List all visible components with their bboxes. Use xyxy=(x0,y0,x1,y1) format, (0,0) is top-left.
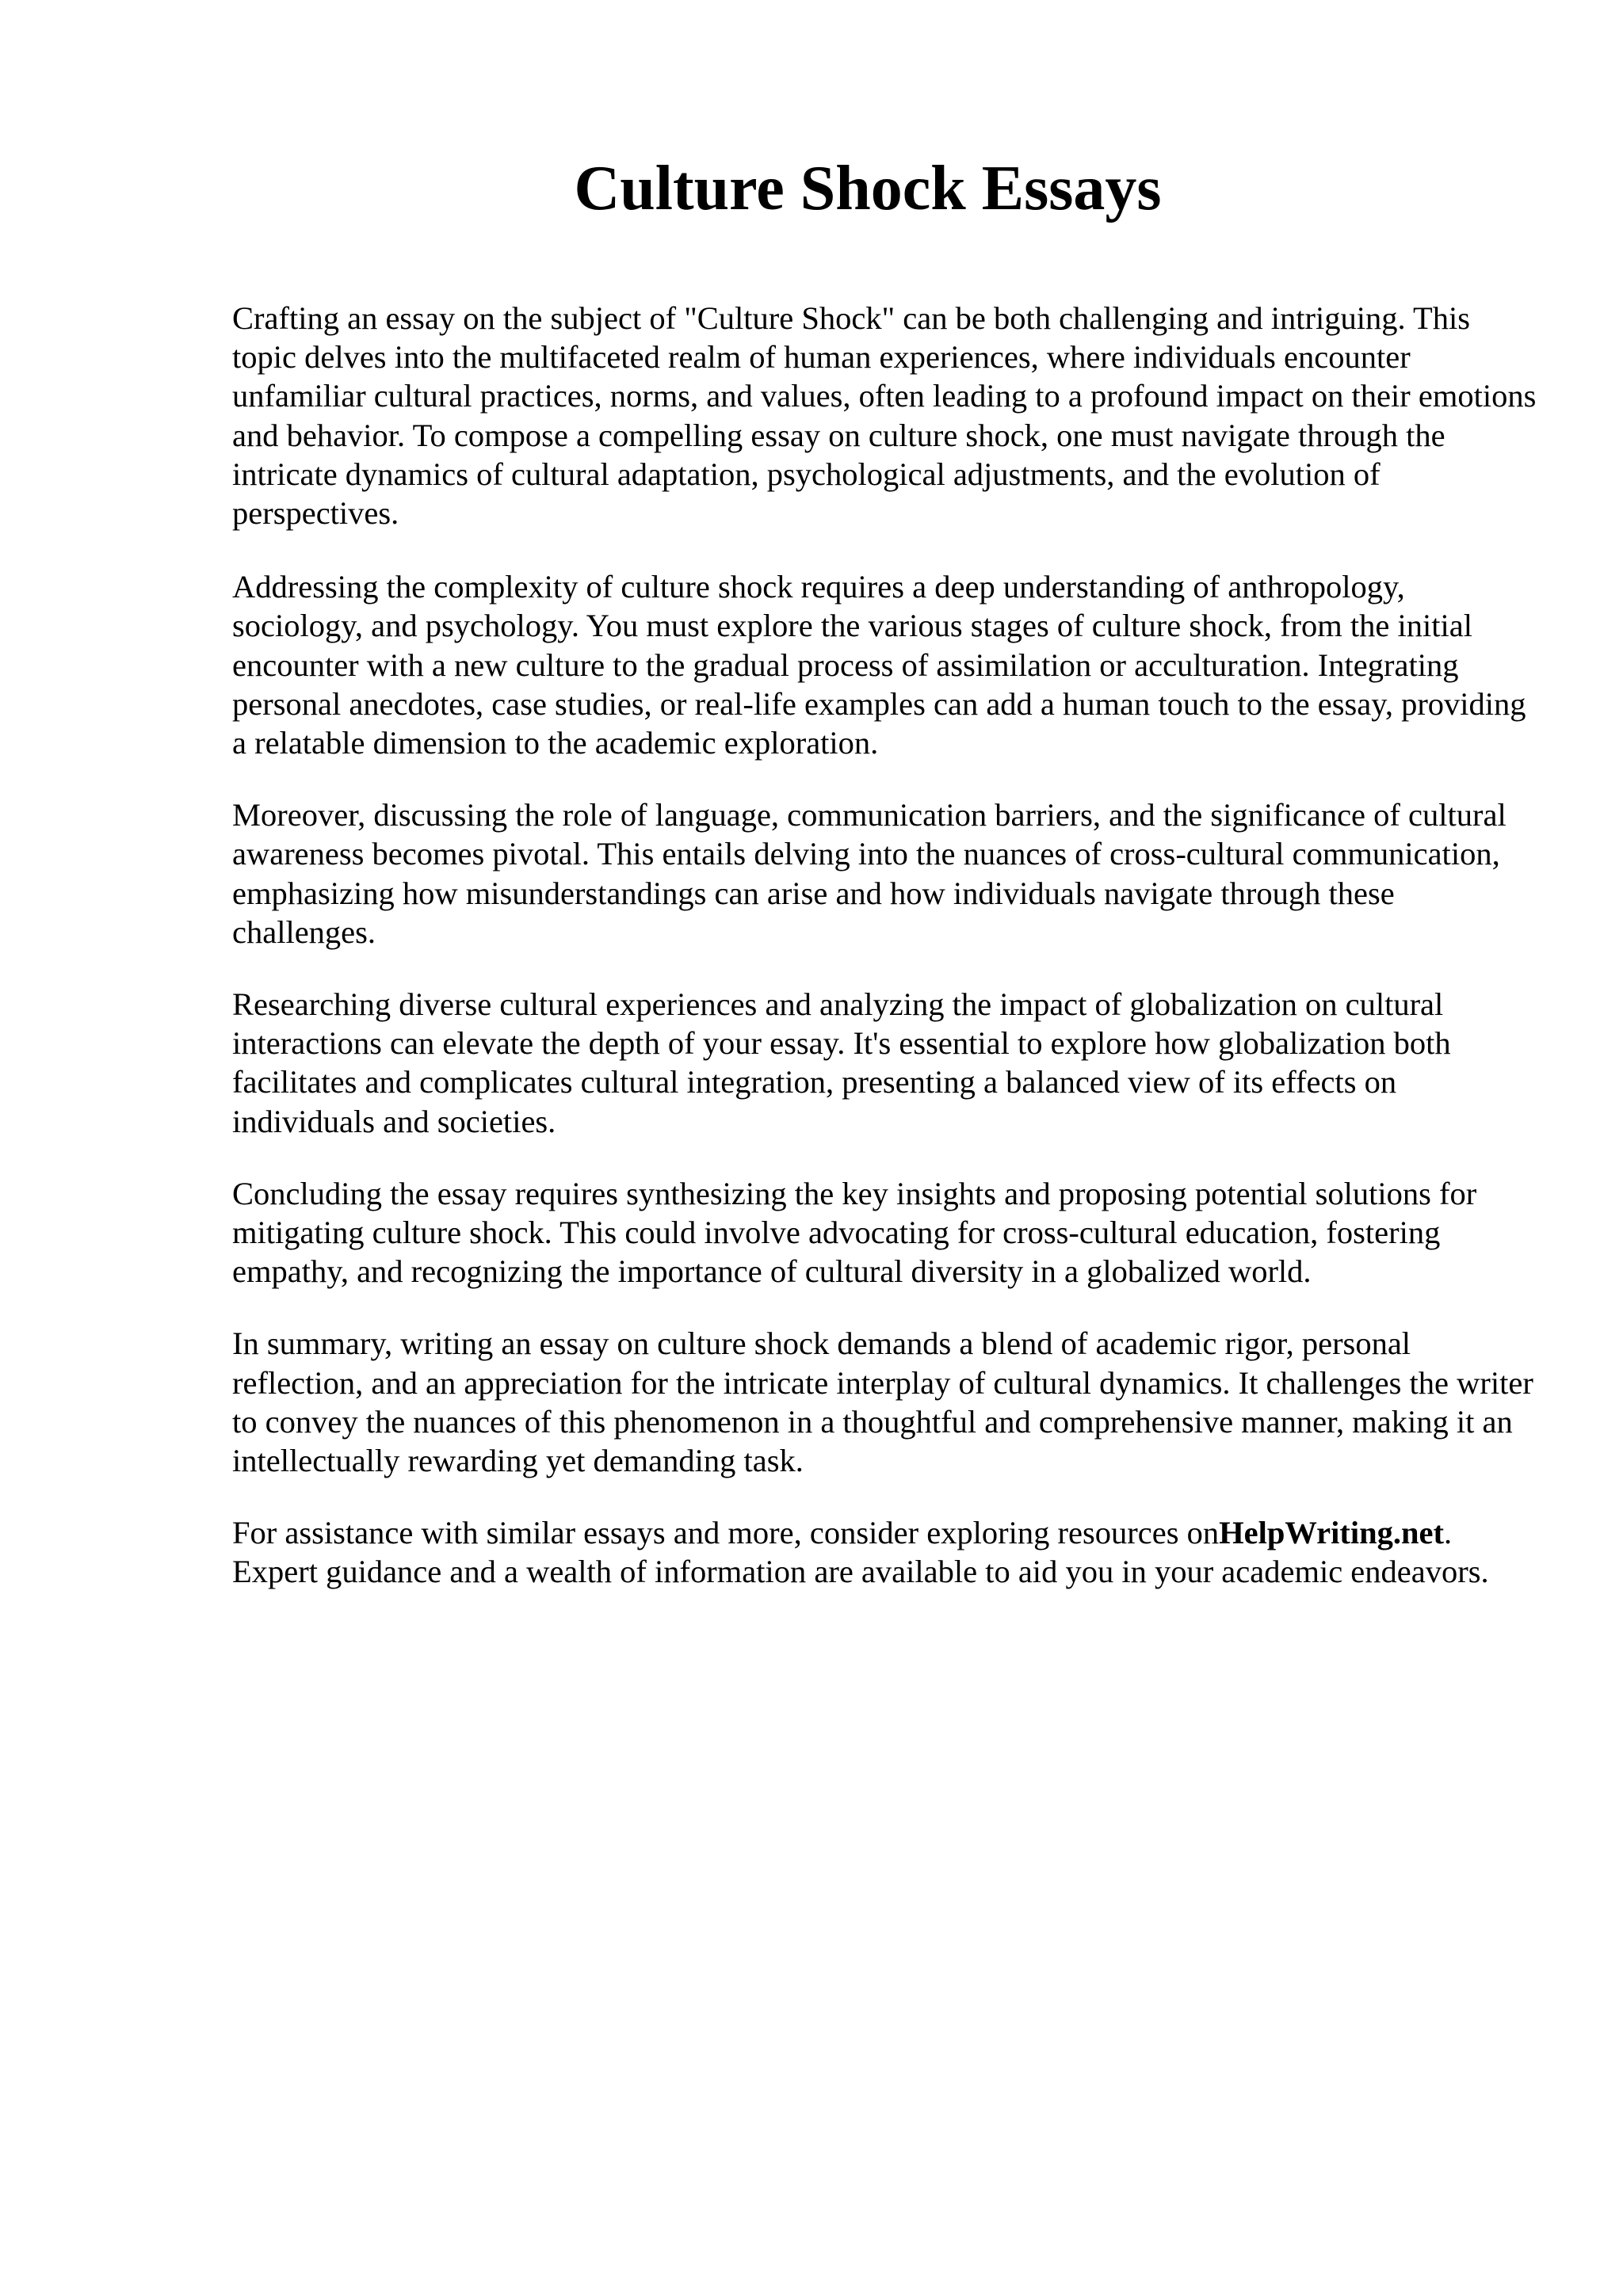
helpwriting-link[interactable]: HelpWriting.net xyxy=(1219,1515,1444,1551)
page-title: Culture Shock Essays xyxy=(574,154,1162,223)
paragraph-intro: Crafting an essay on the subject of "Culture Shock" can be both challenging and intriguing. This topic delves into the multifaceted realm of human experiences, where individuals encounter unfamiliar cultural practices, norms, and values, often leading to a profound impact on their emotions and behavior. To compose a compelling essay on culture shock, one must navigate through the intricate dynamics of cultural adaptation, psychological adjustments, and the evolution of perspectives. xyxy=(232,300,1537,532)
paragraph-summary: In summary, writing an essay on culture shock demands a blend of academic rigor, personal reflection, and an appreciation for the intricate interplay of cultural dynamics. It challenges the writer to convey the nuances of this phenomenon in a thoughtful and comprehensive manner, making it an intellectually rewarding yet demanding task. xyxy=(232,1325,1533,1479)
paragraph-resources xyxy=(232,1513,1540,1591)
paragraph-conclusion: Concluding the essay requires synthesizing the key insights and proposing potential solutions for mitigating culture shock. This could involve advocating for cross-cultural education, fostering empathy, and recognizing the importance of cultural diversity in a globalized world. xyxy=(232,1175,1477,1290)
paragraph-globalization: Researching diverse cultural experiences and analyzing the impact of globalization on cultural interactions can elevate the depth of your essay. It's essential to explore how globalization both facilitates and complicates cultural integration, presenting a balanced view of its effects on individuals and societies. xyxy=(232,986,1451,1139)
paragraph-language: Moreover, discussing the role of language, communication barriers, and the significance of cultural awareness becomes pivotal. This entails delving into the nuances of cross-cultural communication, emphasizing how misunderstandings can arise and how individuals navigate through these challenges. xyxy=(232,797,1507,950)
resources-period: . xyxy=(1443,1515,1453,1551)
essay-body xyxy=(232,299,1540,1625)
resources-tail-text: Expert guidance and a wealth of information are available to aid you in your academic endeavors. xyxy=(232,1554,1489,1590)
paragraph-complexity: Addressing the complexity of culture shock requires a deep understanding of anthropology, sociology, and psychology. You must explore the various stages of culture shock, from the initial encounter with a new culture to the gradual process of assimilation or acculturation. Integrating personal anecdotes, case studies, or real-life examples can add a human touch to the essay, providing a relatable dimension to the academic exploration. xyxy=(232,569,1526,761)
resources-lead-text: For assistance with similar essays and more, consider exploring resources on xyxy=(232,1515,1220,1551)
